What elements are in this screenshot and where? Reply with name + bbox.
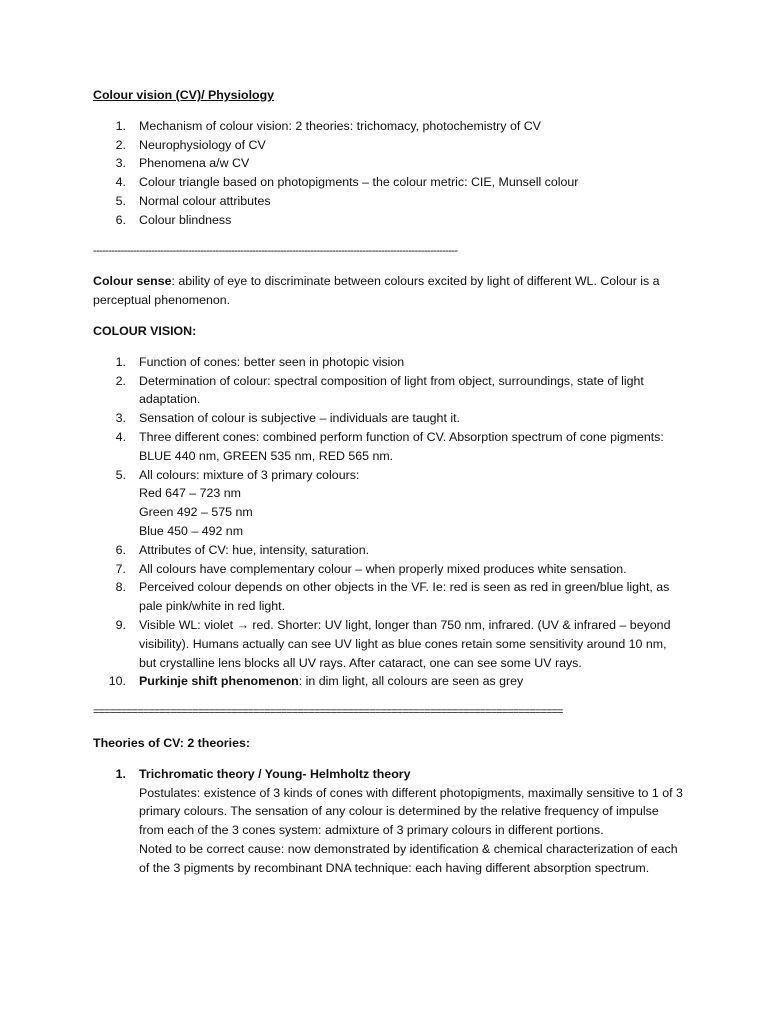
equals-separator: ===================================================================================== — [93, 706, 563, 719]
list-item — [93, 136, 683, 155]
list-text: All colours have complementary colour – when properly mixed produces white sensation. — [139, 561, 627, 576]
list-text: Mechanism of colour vision: 2 theories: trichomacy, photochemistry of CV — [139, 118, 541, 133]
list-text: Perceived colour depends on other objects in the VF. Ie: red is seen as red in green/blue light, as pale pink/white in red light. — [139, 580, 670, 614]
list-number: 2. — [115, 373, 126, 388]
list-number: 1. — [115, 354, 126, 369]
list-number: 5. — [115, 193, 126, 208]
list-text: red. Shorter: UV light, longer than 750 nm, infrared. (UV & infrared – beyond visibility). Humans actually can see UV light as blue cones retain some sensitivity around 10 nm, but crystalline lens blocks all UV rays. After cataract, one can see some UV rays. — [139, 617, 671, 670]
list-item — [93, 154, 683, 173]
document-title: Colour vision (CV)/ Physiology — [93, 88, 275, 102]
list-text: : in dim light, all colours are seen as grey — [298, 674, 524, 689]
list-number: 3. — [115, 411, 126, 426]
list-item — [93, 409, 683, 428]
list-text: Function of cones: better seen in photopic vision — [139, 354, 405, 369]
theories-heading: Theories of CV: 2 theories: — [93, 735, 250, 750]
colour-sense-paragraph — [93, 272, 683, 310]
colour-vision-heading: COLOUR VISION: — [93, 323, 197, 338]
list-number: 10. — [108, 674, 126, 689]
list-item — [93, 560, 683, 579]
wavelength-green: Green 492 – 575 nm — [139, 505, 253, 520]
list-item — [93, 192, 683, 211]
list-number: 5. — [115, 467, 126, 482]
list-number: 6. — [115, 212, 126, 227]
list-item — [93, 765, 683, 878]
list-item — [93, 211, 683, 230]
dash-separator: ----------------------------------------------------------------------------------------------------------------------- — [93, 244, 458, 257]
wavelength-blue: Blue 450 – 492 nm — [139, 523, 244, 538]
list-text: All colours: mixture of 3 primary colours: — [139, 467, 360, 482]
list-number: 2. — [115, 137, 126, 152]
list-number: 3. — [115, 156, 126, 171]
list-item — [93, 117, 683, 136]
list-text: Colour blindness — [139, 212, 232, 227]
purkinje-term: Purkinje shift phenomenon — [139, 674, 299, 689]
list-item — [93, 616, 683, 672]
list-text: Visible WL: violet — [139, 617, 237, 632]
colour-sense-definition: : ability of eye to discriminate between colours excited by light of different WL. Colour is a perceptual phenomenon. — [93, 274, 660, 308]
list-item — [93, 428, 683, 466]
list-number: 7. — [115, 561, 126, 576]
list-text: Colour triangle based on photopigments – the colour metric: CIE, Munsell colour — [139, 175, 579, 190]
list-item — [93, 173, 683, 192]
theories-list — [93, 765, 683, 878]
colour-vision-list — [93, 353, 683, 691]
list-item — [93, 466, 683, 541]
outline-list — [93, 117, 683, 230]
list-text: Neurophysiology of CV — [139, 137, 266, 152]
list-text: Normal colour attributes — [139, 193, 271, 208]
list-number: 4. — [115, 175, 126, 190]
list-item — [93, 541, 683, 560]
list-text: Phenomena a/w CV — [139, 156, 250, 171]
list-number: 1. — [115, 766, 126, 781]
list-item — [93, 353, 683, 372]
list-text: Sensation of colour is subjective – individuals are taught it. — [139, 411, 460, 426]
document-content — [93, 86, 683, 877]
colour-sense-term: Colour sense — [93, 274, 172, 289]
theory-postulates: Postulates: existence of 3 kinds of cones with different photopigments, maximally sensitive to 1 of 3 primary colours. The sensation of any colour is determined by the relative frequency of impulse from each of the 3 cones system: admixture of 3 primary colours in different portions. — [139, 785, 683, 838]
wavelength-red: Red 647 – 723 nm — [139, 486, 241, 501]
list-text: Three different cones: combined perform function of CV. Absorption spectrum of cone pigments: BLUE 440 nm, GREEN 535 nm, RED 565 nm. — [139, 429, 664, 463]
list-number: 9. — [115, 617, 126, 632]
theory-title: Trichromatic theory / Young- Helmholtz theory — [139, 766, 411, 781]
list-number: 8. — [115, 580, 126, 595]
list-number: 6. — [115, 542, 126, 557]
list-item — [93, 578, 683, 616]
theory-evidence: Noted to be correct cause: now demonstrated by identification & chemical characterization of each of the 3 pigments by recombinant DNA technique: each having different absorption spectrum. — [139, 841, 678, 875]
list-text: Attributes of CV: hue, intensity, saturation. — [139, 542, 370, 557]
list-number: 4. — [115, 429, 126, 444]
list-item — [93, 672, 683, 691]
list-item — [93, 372, 683, 410]
list-number: 1. — [115, 118, 126, 133]
right-arrow-icon: → — [236, 617, 249, 632]
list-text: Determination of colour: spectral composition of light from object, surroundings, state of light adaptation. — [139, 373, 644, 407]
